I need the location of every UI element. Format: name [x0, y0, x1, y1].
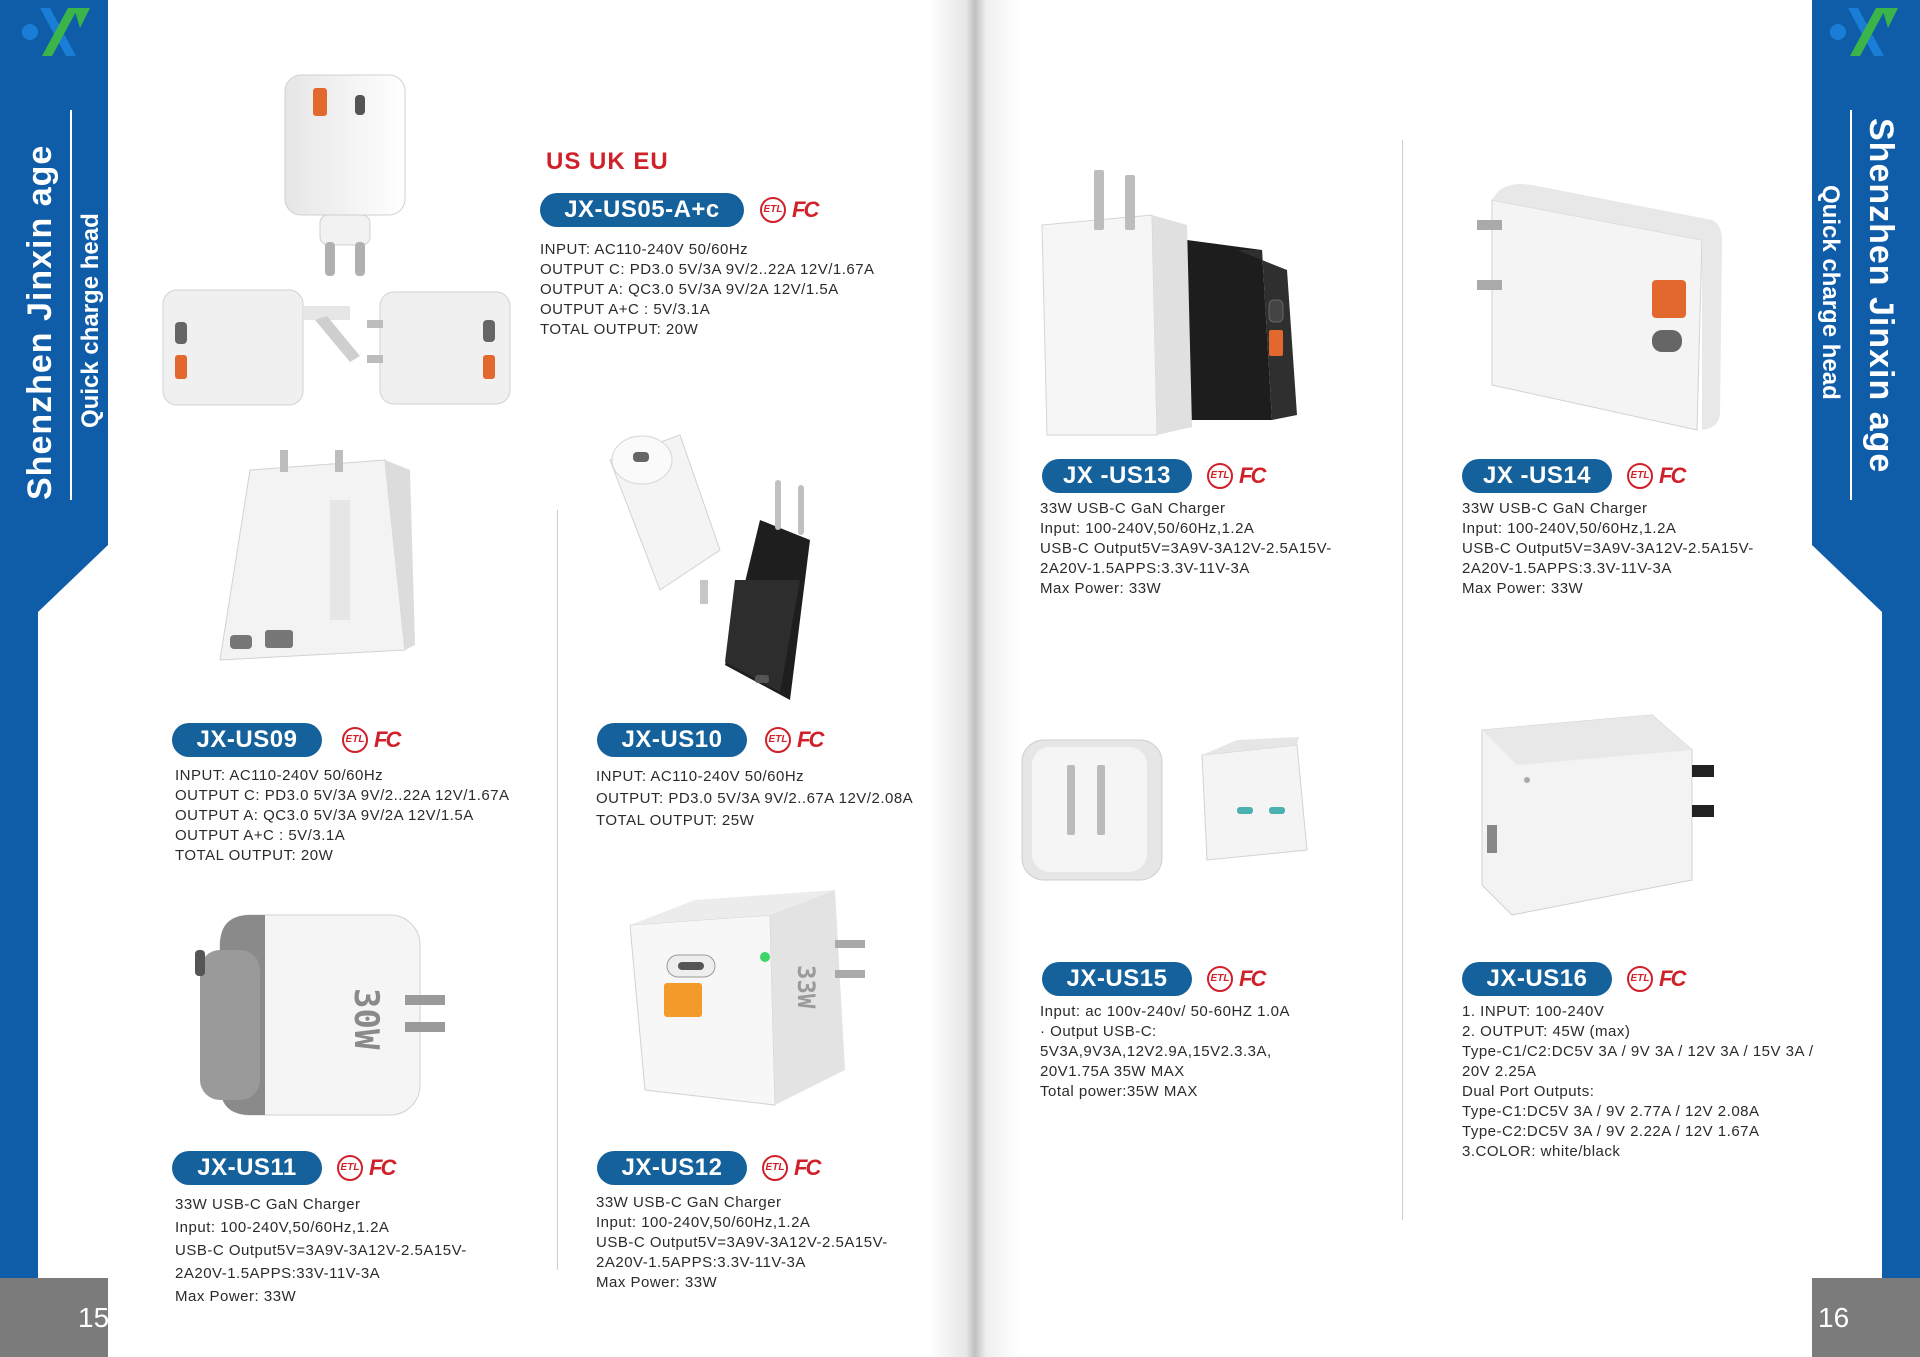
book-fold-shadow: [930, 0, 1020, 1357]
spec-line: Max Power: 33W: [596, 1274, 718, 1291]
spec-line: Max Power: 33W: [175, 1288, 297, 1305]
etl-icon: ETL: [762, 1155, 788, 1181]
spec-line: Input: 100-240V,50/60Hz,1.2A: [596, 1214, 811, 1231]
spec-line: TOTAL OUTPUT: 20W: [175, 847, 334, 864]
spec-line: 33W USB-C GaN Charger: [175, 1196, 361, 1213]
spec-list-us10: [596, 766, 913, 832]
spec-list-us09: [175, 766, 510, 866]
spec-line: OUTPUT C: PD3.0 5V/3A 9V/2..22A 12V/1.67A: [175, 787, 510, 804]
left-side-band: [0, 0, 108, 1357]
spec-line: 33W USB-C GaN Charger: [1040, 500, 1226, 517]
product-image-us12: [630, 885, 890, 1115]
product-image-us13: [1037, 165, 1317, 440]
cert-badge-us10: [765, 727, 822, 753]
etl-icon: ETL: [1627, 966, 1653, 992]
spec-line: USB-C Output5V=3A9V-3A12V-2.5A15V-: [1040, 540, 1332, 557]
spec-line: 5V3A,9V3A,12V2.9A,15V2.3.3A,: [1040, 1043, 1272, 1060]
fc-icon: FC: [1239, 463, 1265, 488]
spec-line: 20V1.75A 35W MAX: [1040, 1063, 1185, 1080]
model-pill-us09: JX-US09: [172, 723, 322, 757]
wattage-label-us11: 30W: [346, 988, 386, 1050]
spec-line: OUTPUT A+C : 5V/3.1A: [540, 301, 711, 318]
spec-list-us11: [175, 1193, 467, 1308]
brand-subtitle-vertical: Quick charge head: [1817, 185, 1844, 400]
spec-line: USB-C Output5V=3A9V-3A12V-2.5A15V-: [1462, 540, 1754, 557]
spec-list-us12: [596, 1193, 888, 1293]
model-pill-us12: JX-US12: [597, 1151, 747, 1185]
etl-icon: ETL: [337, 1155, 363, 1181]
wattage-label-us12: 33W: [792, 965, 820, 1009]
vertical-divider: [1850, 110, 1852, 500]
brand-logo-icon: [18, 0, 98, 60]
model-pill-us05: JX-US05-A+c: [540, 193, 744, 227]
spec-line: USB-C Output5V=3A9V-3A12V-2.5A15V-: [596, 1234, 888, 1251]
spec-line: USB-C Output5V=3A9V-3A12V-2.5A15V-: [175, 1242, 467, 1259]
cert-badge-us16: [1627, 966, 1684, 992]
spec-line: INPUT: AC110-240V 50/60Hz: [175, 767, 384, 784]
etl-icon: ETL: [342, 727, 368, 753]
spec-line: Type-C1:DC5V 3A / 9V 2.77A / 12V 2.08A: [1462, 1103, 1760, 1120]
spec-line: OUTPUT: PD3.0 5V/3A 9V/2..67A 12V/2.08A: [596, 790, 914, 807]
spec-list-us05: [540, 240, 875, 340]
cert-badge-us11: [337, 1155, 394, 1181]
fc-icon: FC: [792, 197, 818, 222]
column-separator: [1402, 140, 1403, 1220]
spec-line: 2A20V-1.5APPS:33V-11V-3A: [175, 1265, 381, 1282]
spec-line: 1. INPUT: 100-240V: [1462, 1003, 1605, 1020]
fc-icon: FC: [1659, 966, 1685, 991]
spec-line: 2A20V-1.5APPS:3.3V-11V-3A: [596, 1254, 806, 1271]
model-pill-us11: JX-US11: [172, 1151, 322, 1185]
fc-icon: FC: [374, 727, 400, 752]
right-side-band: [1812, 0, 1920, 1357]
fc-icon: FC: [1659, 463, 1685, 488]
etl-icon: ETL: [760, 197, 786, 223]
brand-subtitle-vertical: Quick charge head: [77, 213, 104, 428]
model-pill-us16: JX-US16: [1462, 962, 1612, 996]
spec-line: OUTPUT C: PD3.0 5V/3A 9V/2..22A 12V/1.67A: [540, 261, 875, 278]
fc-icon: FC: [797, 727, 823, 752]
spec-line: OUTPUT A+C : 5V/3.1A: [175, 827, 346, 844]
spec-line: 33W USB-C GaN Charger: [596, 1194, 782, 1211]
cert-badge-us15: [1207, 966, 1264, 992]
cert-badge-us12: [762, 1155, 819, 1181]
fc-icon: FC: [1239, 966, 1265, 991]
etl-icon: ETL: [1627, 463, 1653, 489]
page-number: 15: [78, 1302, 110, 1333]
page-number: 16: [1818, 1302, 1850, 1333]
product-image-us14: [1472, 180, 1737, 435]
cert-badge-us09: [342, 727, 399, 753]
fc-icon: FC: [794, 1155, 820, 1180]
spec-line: 2A20V-1.5APPS:3.3V-11V-3A: [1040, 560, 1250, 577]
etl-icon: ETL: [1207, 463, 1233, 489]
spec-line: Input: 100-240V,50/60Hz,1.2A: [1040, 520, 1255, 537]
spec-line: Max Power: 33W: [1040, 580, 1162, 597]
spec-line: 2. OUTPUT: 45W (max): [1462, 1023, 1631, 1040]
spec-line: 3.COLOR: white/black: [1462, 1143, 1621, 1160]
region-label: US UK EU: [546, 148, 669, 175]
spec-line: Input: ac 100v-240v/ 50-60HZ 1.0A: [1040, 1003, 1290, 1020]
spec-line: TOTAL OUTPUT: 25W: [596, 812, 755, 829]
product-image-us16: [1477, 710, 1747, 920]
spec-line: INPUT: AC110-240V 50/60Hz: [540, 241, 749, 258]
model-pill-us10: JX-US10: [597, 723, 747, 757]
spec-list-us14: [1462, 499, 1754, 599]
spec-list-us16: [1462, 1002, 1814, 1162]
fc-icon: FC: [369, 1155, 395, 1180]
spec-line: Max Power: 33W: [1462, 580, 1584, 597]
etl-icon: ETL: [1207, 966, 1233, 992]
spec-line: INPUT: AC110-240V 50/60Hz: [596, 768, 805, 785]
cert-badge-us13: [1207, 463, 1264, 489]
spec-line: 2A20V-1.5APPS:3.3V-11V-3A: [1462, 560, 1672, 577]
spec-list-us13: [1040, 499, 1332, 599]
spec-line: Total power:35W MAX: [1040, 1083, 1198, 1100]
spec-line: 33W USB-C GaN Charger: [1462, 500, 1648, 517]
product-image-us05: [155, 70, 515, 420]
spec-line: · Output USB-C:: [1040, 1023, 1157, 1040]
spec-line: OUTPUT A: QC3.0 5V/3A 9V/2A 12V/1.5A: [540, 281, 839, 298]
cert-badge-us14: [1627, 463, 1684, 489]
brand-logo-icon: [1826, 0, 1906, 60]
right-page: [962, 0, 1920, 1357]
spec-line: Dual Port Outputs:: [1462, 1083, 1595, 1100]
brand-name-vertical: Shenzhen Jinxin age: [21, 144, 59, 500]
spec-line: Input: 100-240V,50/60Hz,1.2A: [175, 1219, 390, 1236]
spec-line: Type-C1/C2:DC5V 3A / 9V 3A / 12V 3A / 15V 3A /: [1462, 1043, 1814, 1060]
cert-badge-us05: [760, 197, 817, 223]
etl-icon: ETL: [765, 727, 791, 753]
spec-line: OUTPUT A: QC3.0 5V/3A 9V/2A 12V/1.5A: [175, 807, 474, 824]
model-pill-us14: JX -US14: [1462, 459, 1612, 493]
column-separator: [557, 510, 558, 1270]
model-pill-us13: JX -US13: [1042, 459, 1192, 493]
product-image-us10: [600, 430, 830, 710]
spec-line: Input: 100-240V,50/60Hz,1.2A: [1462, 520, 1677, 537]
vertical-divider: [70, 110, 72, 500]
product-image-us11: [180, 910, 460, 1120]
spec-line: 20V 2.25A: [1462, 1063, 1537, 1080]
spec-line: TOTAL OUTPUT: 20W: [540, 321, 699, 338]
product-image-us09: [210, 450, 415, 670]
spec-list-us15: [1040, 1002, 1290, 1102]
product-image-us15: [1017, 735, 1317, 885]
brand-name-vertical: Shenzhen Jinxin age: [1862, 118, 1900, 474]
model-pill-us15: JX-US15: [1042, 962, 1192, 996]
spec-line: Type-C2:DC5V 3A / 9V 2.22A / 12V 1.67A: [1462, 1123, 1760, 1140]
